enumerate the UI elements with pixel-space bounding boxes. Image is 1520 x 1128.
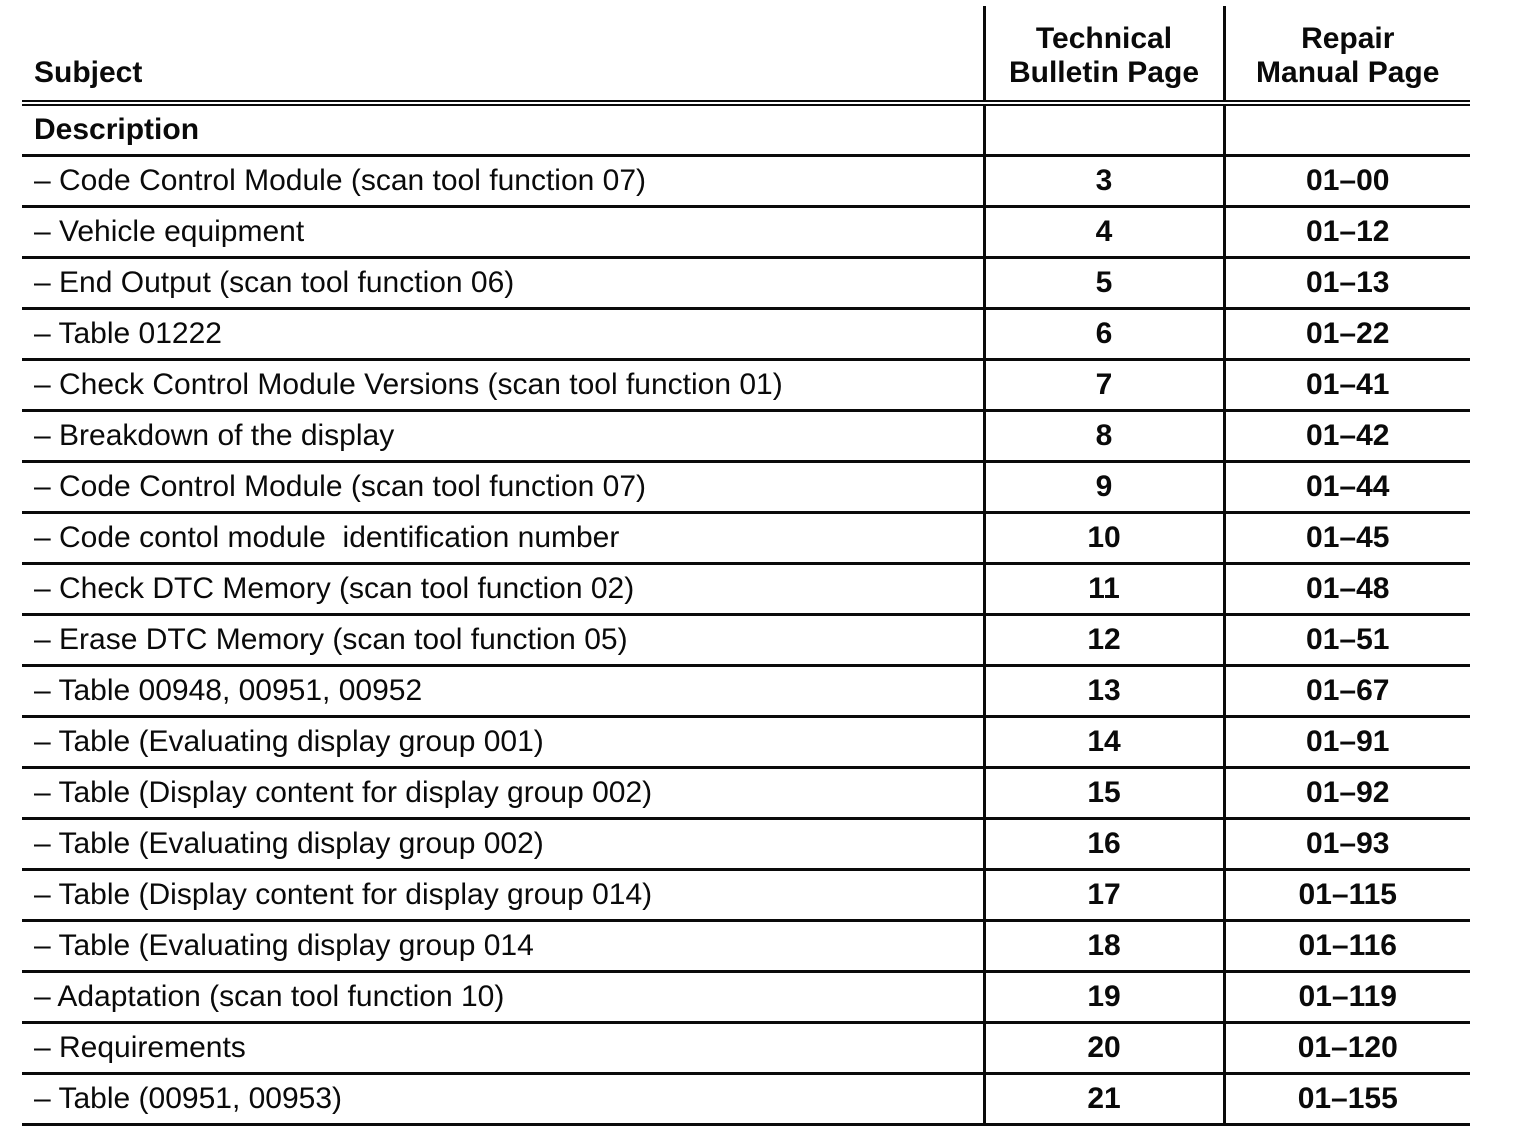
row-repair-manual-page: 01–51 xyxy=(1224,615,1470,666)
table-row xyxy=(22,564,1470,615)
index-table-container xyxy=(22,6,1470,1126)
table-row xyxy=(22,768,1470,819)
table-row xyxy=(22,870,1470,921)
row-technical-bulletin-page: 3 xyxy=(984,156,1224,207)
repair-manual-header-line1: Repair xyxy=(1301,22,1395,55)
row-technical-bulletin-page: 13 xyxy=(984,666,1224,717)
table-row xyxy=(22,411,1470,462)
row-subject: – Breakdown of the display xyxy=(22,411,984,462)
row-repair-manual-page: 01–116 xyxy=(1224,921,1470,972)
technical-bulletin-header-line1: Technical xyxy=(1035,22,1173,55)
row-subject: – Check Control Module Versions (scan tool function 01) xyxy=(22,360,984,411)
row-subject: – Vehicle equipment xyxy=(22,207,984,258)
section-row xyxy=(22,103,1470,156)
section-rm-cell xyxy=(1224,103,1470,156)
section-tb-cell xyxy=(984,103,1224,156)
row-repair-manual-page: 01–42 xyxy=(1224,411,1470,462)
row-technical-bulletin-page: 21 xyxy=(984,1074,1224,1125)
table-row xyxy=(22,921,1470,972)
row-repair-manual-page: 01–48 xyxy=(1224,564,1470,615)
subject-column-header: Subject xyxy=(22,6,984,103)
row-technical-bulletin-page: 14 xyxy=(984,717,1224,768)
row-subject: – Requirements xyxy=(22,1023,984,1074)
row-repair-manual-page: 01–00 xyxy=(1224,156,1470,207)
row-repair-manual-page: 01–91 xyxy=(1224,717,1470,768)
row-subject: – Code contol module identification number xyxy=(22,513,984,564)
row-technical-bulletin-page: 4 xyxy=(984,207,1224,258)
table-body xyxy=(22,103,1470,1125)
row-subject: – Code Control Module (scan tool function 07) xyxy=(22,156,984,207)
row-technical-bulletin-page: 15 xyxy=(984,768,1224,819)
row-subject: – Table (Evaluating display group 001) xyxy=(22,717,984,768)
row-subject: – Adaptation (scan tool function 10) xyxy=(22,972,984,1023)
table-row xyxy=(22,360,1470,411)
index-table xyxy=(22,6,1470,1126)
row-subject: – Code Control Module (scan tool function 07) xyxy=(22,462,984,513)
row-subject: – Table (Display content for display group 002) xyxy=(22,768,984,819)
table-row xyxy=(22,156,1470,207)
row-subject: – Check DTC Memory (scan tool function 02) xyxy=(22,564,984,615)
row-technical-bulletin-page: 9 xyxy=(984,462,1224,513)
table-row xyxy=(22,972,1470,1023)
row-repair-manual-page: 01–41 xyxy=(1224,360,1470,411)
row-repair-manual-page: 01–92 xyxy=(1224,768,1470,819)
row-repair-manual-page: 01–12 xyxy=(1224,207,1470,258)
repair-manual-header-line2: Manual Page xyxy=(1256,56,1440,89)
table-row xyxy=(22,1023,1470,1074)
table-row xyxy=(22,309,1470,360)
row-repair-manual-page: 01–155 xyxy=(1224,1074,1470,1125)
table-row xyxy=(22,666,1470,717)
header-row xyxy=(22,6,1470,103)
row-repair-manual-page: 01–120 xyxy=(1224,1023,1470,1074)
table-header xyxy=(22,6,1470,103)
row-technical-bulletin-page: 20 xyxy=(984,1023,1224,1074)
row-technical-bulletin-page: 5 xyxy=(984,258,1224,309)
row-subject: – Erase DTC Memory (scan tool function 05) xyxy=(22,615,984,666)
row-technical-bulletin-page: 8 xyxy=(984,411,1224,462)
table-row xyxy=(22,615,1470,666)
table-row xyxy=(22,513,1470,564)
row-subject: – Table (Evaluating display group 014 xyxy=(22,921,984,972)
row-technical-bulletin-page: 7 xyxy=(984,360,1224,411)
row-subject: – Table (Evaluating display group 002) xyxy=(22,819,984,870)
row-technical-bulletin-page: 17 xyxy=(984,870,1224,921)
row-subject: – Table (Display content for display group 014) xyxy=(22,870,984,921)
row-repair-manual-page: 01–115 xyxy=(1224,870,1470,921)
table-row xyxy=(22,462,1470,513)
table-row xyxy=(22,1074,1470,1125)
table-row xyxy=(22,207,1470,258)
row-subject: – Table 01222 xyxy=(22,309,984,360)
row-repair-manual-page: 01–67 xyxy=(1224,666,1470,717)
row-repair-manual-page: 01–45 xyxy=(1224,513,1470,564)
row-technical-bulletin-page: 19 xyxy=(984,972,1224,1023)
repair-manual-column-header xyxy=(1224,6,1470,103)
table-row xyxy=(22,717,1470,768)
row-repair-manual-page: 01–119 xyxy=(1224,972,1470,1023)
row-technical-bulletin-page: 18 xyxy=(984,921,1224,972)
row-subject: – End Output (scan tool function 06) xyxy=(22,258,984,309)
row-repair-manual-page: 01–22 xyxy=(1224,309,1470,360)
row-technical-bulletin-page: 10 xyxy=(984,513,1224,564)
row-repair-manual-page: 01–13 xyxy=(1224,258,1470,309)
row-technical-bulletin-page: 6 xyxy=(984,309,1224,360)
row-subject: – Table 00948, 00951, 00952 xyxy=(22,666,984,717)
table-row xyxy=(22,258,1470,309)
row-subject: – Table (00951, 00953) xyxy=(22,1074,984,1125)
row-technical-bulletin-page: 12 xyxy=(984,615,1224,666)
row-repair-manual-page: 01–44 xyxy=(1224,462,1470,513)
technical-bulletin-header-line2: Bulletin Page xyxy=(1008,56,1200,89)
row-repair-manual-page: 01–93 xyxy=(1224,819,1470,870)
section-title: Description xyxy=(22,103,984,156)
row-technical-bulletin-page: 16 xyxy=(984,819,1224,870)
technical-bulletin-column-header xyxy=(984,6,1224,103)
table-row xyxy=(22,819,1470,870)
row-technical-bulletin-page: 11 xyxy=(984,564,1224,615)
